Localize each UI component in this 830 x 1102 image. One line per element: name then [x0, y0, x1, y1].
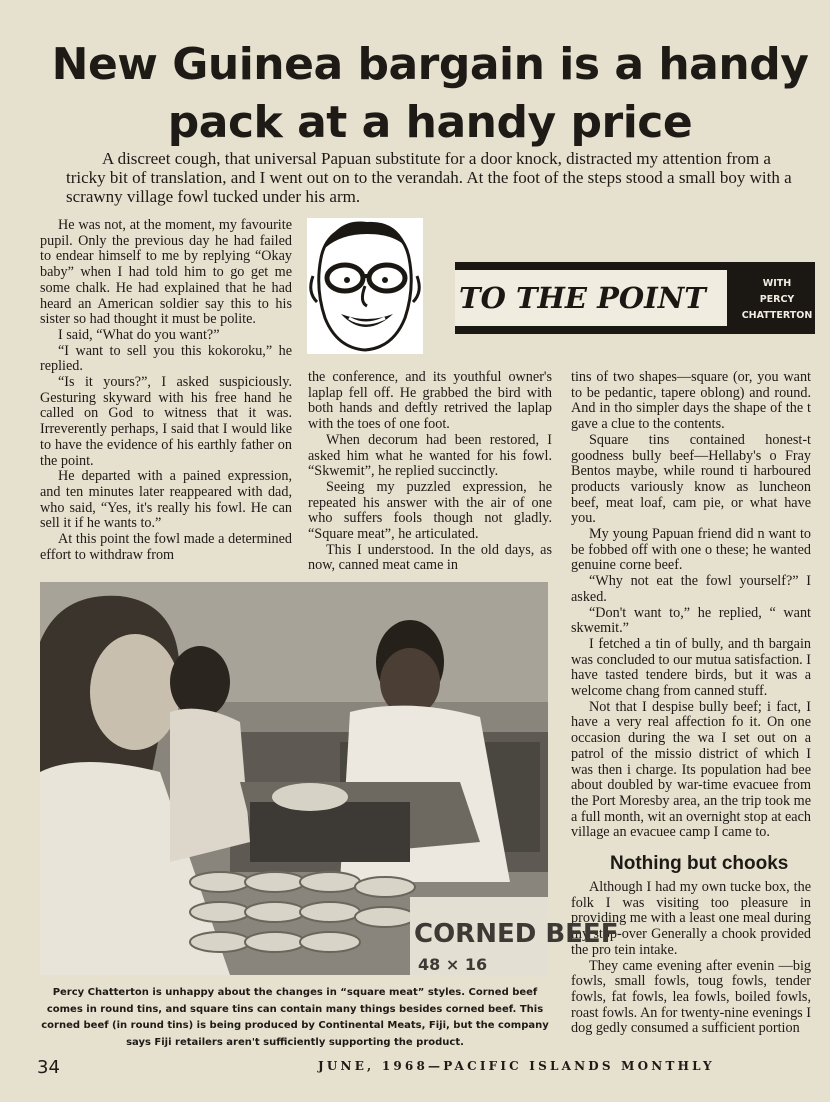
- paragraph: When decorum had been restored, I asked him what he wanted for his fowl. “Skwemit”, he replied succinctly.: [308, 431, 552, 480]
- paragraph: tins of two shapes—square (or, you want to be pedantic, tapere oblong) and round. And in tho simpler days the shape of the t gave a clue to the contents.: [571, 369, 811, 433]
- crate-label: CORNED BEEF: [414, 919, 619, 949]
- running-footer: JUNE, 1968—PACIFIC ISLANDS MONTHLY: [318, 1059, 715, 1073]
- paragraph: “Why not eat the fowl yourself?” I asked.: [571, 573, 811, 605]
- photo-caption: Percy Chatterton is unhappy about the changes in “square meat” styles. Corned beef comes in round tins, and square tins can contain many things besides corned beef. This corned beef (in round tins) is being produced by Continental Meats, Fiji, but the company says Fiji retailers aren't sufficiently supporting the product.: [41, 987, 549, 1048]
- paragraph: the conference, and its youthful owner's laplap fell off. He grabbed the bird with both hands and deftly retrived the laplap with the toes of one foot.: [308, 369, 552, 433]
- column-banner-panel: [455, 270, 727, 326]
- paragraph: “Is it yours?”, I asked suspiciously. Gesturing skyward with his free hand he called on God to witness that it was. Irreverently perhaps, I said that I would like to have the evidence of his earthly father on the point.: [40, 374, 292, 469]
- section-subhead: Nothing but chooks: [610, 853, 789, 874]
- paragraph: Although I had my own tucke box, the folk I was visiting too pleasure in providing me with a least one meal during my stop-over Generally a chook provided the pro tein intake.: [571, 879, 811, 958]
- headline-line-1: New Guinea bargain is a handy: [51, 39, 809, 90]
- caricature-drawing: [307, 218, 423, 354]
- paragraph: He departed with a pained expression, and ten minutes later reappeared with dad, who said, “Yes, it's really his fowl. He can sell it if he wants to.”: [40, 468, 292, 532]
- article-column-1: [40, 218, 292, 573]
- intro-text: A discreet cough, that universal Papuan substitute for a door knock, distracted my attention from a tricky bit of translation, and I went out on to the verandah. At the foot of the steps stood a small boy with a scrawny village fowl tucked under his arm.: [66, 149, 792, 206]
- article-headline: [30, 36, 830, 152]
- article-column-2: [308, 370, 552, 575]
- paragraph: Not that I despise bully beef; i fact, I have a very real affection fo it. On one occasion during the wa I set out on a patrol of the missio district of which I was then i charge. Its population had bee about doubled by war-time evacuee from the Port Moresby area, an the trip took me a full month, wit an overnight stop at each village an evacuee camp I came to.: [571, 698, 811, 841]
- headline-line-2: pack at a handy price: [167, 97, 693, 148]
- paragraph: They came evening after evenin —big fowls, small fowls, toug fowls, tender fowls, fat fowls, lea fowls, boiled fowls, roast fowls. An for twenty-nine evenings I dog gedly consumed a sufficient portion: [571, 957, 811, 1037]
- byline-with: WITH: [762, 278, 792, 289]
- column-banner: [455, 262, 815, 334]
- paragraph: “Don't want to,” he replied, “ want skwemit.”: [571, 604, 811, 637]
- article-column-4: [571, 880, 811, 1058]
- paragraph: Square tins contained honest-t goodness bully beef—Hellaby's o Fray Bentos maybe, while round ti harboured products variously know as luncheon beef, meat loaf, cam pie, or what have you.: [571, 431, 811, 527]
- paragraph: He was not, at the moment, my favourite pupil. Only the previous day he had failed to endear himself to me by replying “Okay baby” when I had told him to go get me some chalk. He had explained that he had heard an American soldier say this to his sister so had thought it must be polite.: [40, 217, 292, 328]
- page-number: 34: [37, 1057, 60, 1078]
- paragraph: My young Papuan friend did n want to be fobbed off with one o these; he wanted genuine corne beef.: [571, 526, 811, 574]
- byline-first-name: PERCY: [759, 294, 795, 305]
- column-byline: [739, 276, 815, 324]
- paragraph: This I understood. In the old days, as now, canned meat came in: [308, 541, 552, 574]
- author-caricature: [307, 218, 423, 354]
- byline-last-name: CHATTERTON: [741, 310, 813, 321]
- paragraph: Seeing my puzzled expression, he repeated his answer with the air of one who suffers fools though not gladly. “Square meat”, he articulated.: [308, 478, 552, 543]
- column-title: TO THE POINT: [459, 281, 706, 315]
- article-intro: [66, 149, 806, 206]
- article-column-3: [571, 370, 811, 848]
- article-photo: [40, 582, 619, 975]
- paragraph: “I want to sell you this kokoroku,” he replied.: [40, 342, 292, 375]
- paragraph: I fetched a tin of bully, and th bargain was concluded to our mutua satisfaction. I have tasted tendere birds, but it was a welcome chang from canned stuff.: [571, 635, 811, 700]
- paragraph: At this point the fowl made a determined effort to withdraw from: [40, 531, 292, 563]
- crate-count: 48 × 16: [418, 955, 488, 974]
- paragraph: I said, “What do you want?”: [58, 326, 220, 343]
- photo-scene: [40, 582, 619, 975]
